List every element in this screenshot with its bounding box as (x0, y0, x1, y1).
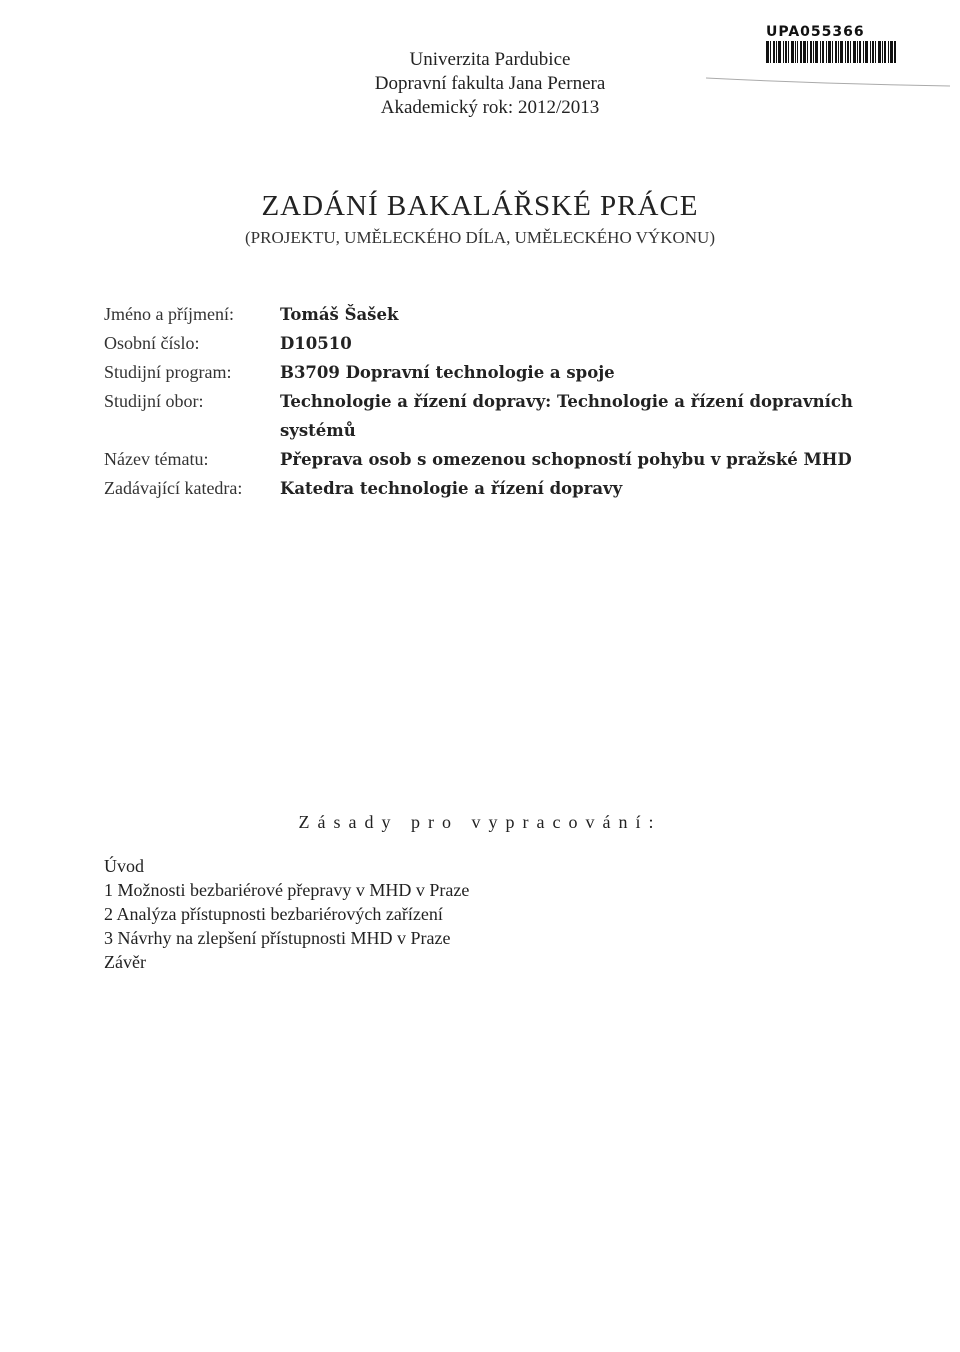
stamp-edge-line (706, 76, 950, 90)
name-value: Tomáš Šašek (280, 305, 399, 324)
field-value: Technologie a řízení dopravy: Technologie a řízení dopravních systémů (280, 392, 853, 440)
document-header (300, 48, 680, 120)
department-label: Zadávající katedra: (104, 478, 243, 498)
list-item: 3 Návrhy na zlepšení přístupnosti MHD v Praze (104, 928, 451, 948)
topic-label: Název tématu: (104, 449, 209, 469)
id-label: Osobní číslo: (104, 333, 200, 353)
academic-year (300, 96, 680, 120)
university-name: Univerzita Pardubice (409, 49, 571, 70)
list-item: 1 Možnosti bezbariérové přepravy v MHD v Praze (104, 880, 470, 900)
document-title: ZADÁNÍ BAKALÁŘSKÉ PRÁCE (261, 190, 699, 222)
info-row-id (104, 329, 904, 358)
info-row-topic (104, 445, 904, 474)
principles-list (104, 854, 804, 974)
program-label: Studijní program: (104, 362, 232, 382)
barcode-icon (766, 41, 896, 63)
faculty-name: Dopravní fakulta Jana Pernera (374, 73, 606, 94)
student-info (104, 300, 904, 503)
list-item: 2 Analýza přístupnosti bezbariérových zařízení (104, 904, 443, 924)
info-row-program (104, 358, 904, 387)
principles-heading: Zásady pro vypracování: (298, 812, 662, 832)
info-row-department (104, 474, 904, 503)
id-value: D10510 (280, 334, 352, 353)
info-row-name (104, 300, 904, 329)
barcode-code: UPA055366 (766, 24, 865, 40)
academic-year-value: 2012/2013 (517, 97, 600, 118)
department-value: Katedra technologie a řízení dopravy (280, 479, 623, 498)
barcode-stamp (766, 24, 896, 63)
info-row-field (104, 387, 904, 445)
program-value: B3709 Dopravní technologie a spoje (280, 363, 615, 382)
academic-year-label: Akademický rok: (380, 97, 514, 118)
field-label: Studijní obor: (104, 391, 204, 411)
list-item: Úvod (104, 856, 144, 876)
topic-value: Přeprava osob s omezenou schopností pohybu v pražské MHD (280, 450, 852, 469)
document-subtitle: (PROJEKTU, UMĚLECKÉHO DÍLA, UMĚLECKÉHO VÝKONU) (245, 228, 715, 247)
list-item: Závěr (104, 952, 146, 972)
name-label: Jméno a příjmení: (104, 304, 234, 324)
